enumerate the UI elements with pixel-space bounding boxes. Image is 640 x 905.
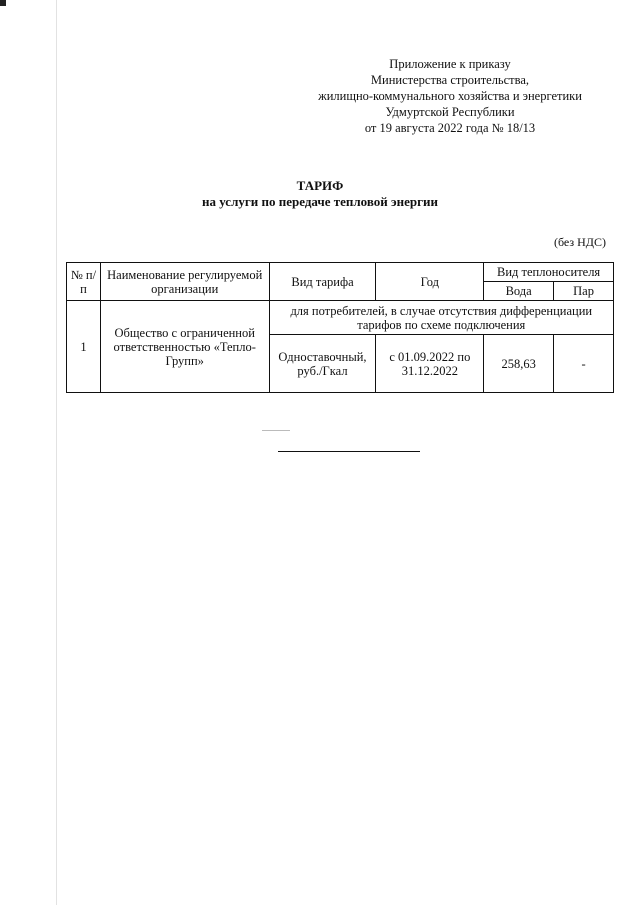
approval-line-2: Министерства строительства, bbox=[370, 73, 530, 87]
row-steam-value: - bbox=[554, 335, 614, 393]
header-steam: Пар bbox=[554, 282, 614, 301]
approval-line-1: Приложение к приказу bbox=[389, 57, 511, 71]
header-tariff-type: Вид тарифа bbox=[269, 263, 376, 301]
row-org: Общество с ограниченной ответственностью «Тепло-Групп» bbox=[100, 301, 269, 393]
header-water: Вода bbox=[484, 282, 554, 301]
end-line-divider bbox=[278, 451, 420, 452]
row-group-label: для потребителей, в случае отсутствия дифференциации тарифов по схеме подключения bbox=[269, 301, 613, 335]
vat-note: (без НДС) bbox=[553, 235, 606, 249]
title-subheading: на услуги по передаче тепловой энергии bbox=[201, 194, 439, 209]
scan-dash-mark bbox=[262, 430, 290, 431]
approval-line-3: жилищно-коммунального хозяйства и энергетики bbox=[318, 89, 582, 103]
title-heading: ТАРИФ bbox=[296, 178, 344, 193]
approval-block bbox=[300, 56, 600, 136]
tariff-table bbox=[66, 262, 614, 393]
row-num: 1 bbox=[67, 301, 101, 393]
document-title bbox=[0, 178, 640, 210]
scan-corner-mark bbox=[0, 0, 6, 6]
row-year: с 01.09.2022 по 31.12.2022 bbox=[376, 335, 484, 393]
row-water-value: 258,63 bbox=[484, 335, 554, 393]
header-num: № п/п bbox=[67, 263, 101, 301]
row-tariff-type: Одноставочный, руб./Гкал bbox=[269, 335, 376, 393]
header-year: Год bbox=[376, 263, 484, 301]
approval-line-4: Удмуртской Республики bbox=[385, 105, 515, 119]
header-carrier: Вид теплоносителя bbox=[484, 263, 614, 282]
header-org: Наименование регулируемой организации bbox=[100, 263, 269, 301]
scan-edge-line bbox=[56, 0, 57, 905]
approval-line-5: от 19 августа 2022 года № 18/13 bbox=[364, 121, 536, 135]
